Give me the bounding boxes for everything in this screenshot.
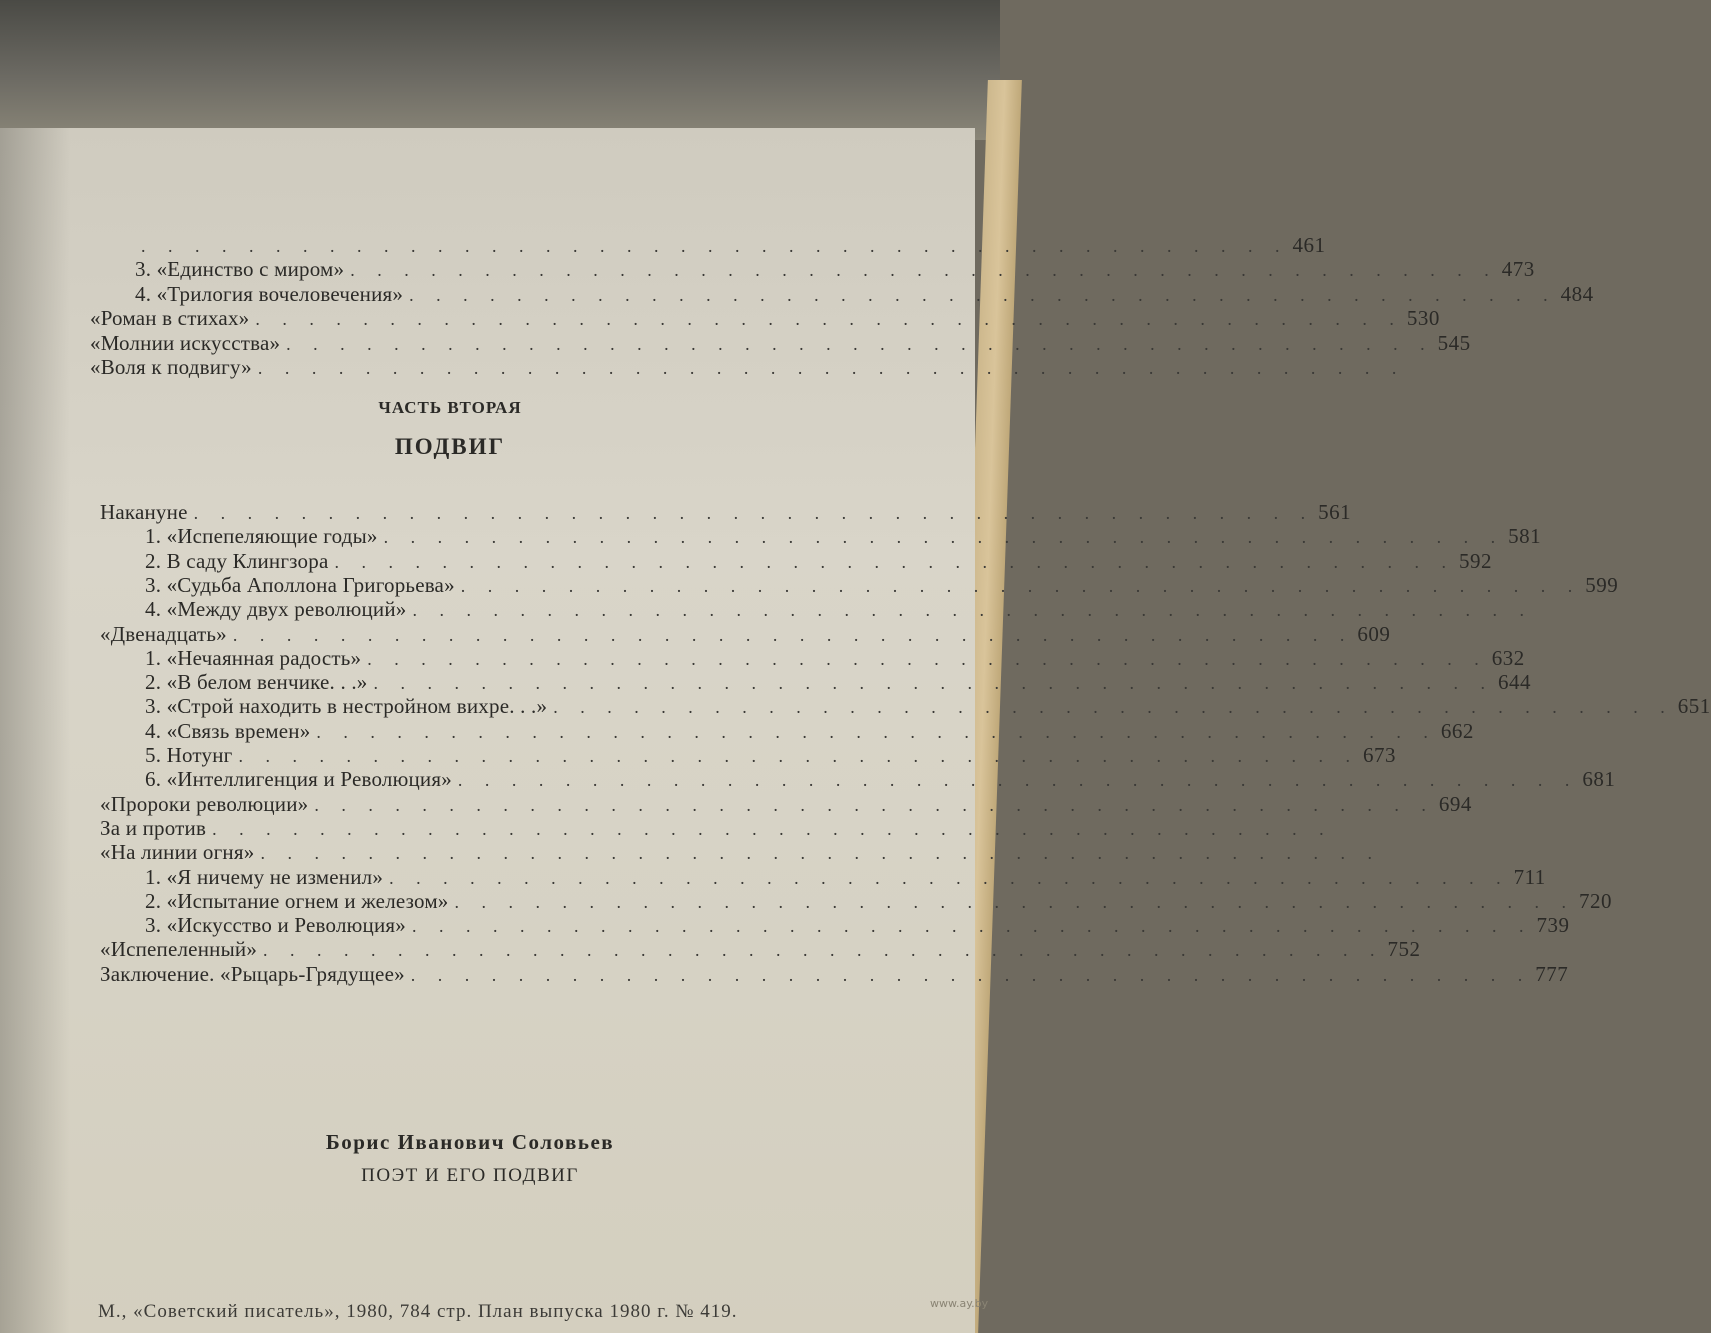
toc-entry-title: 3. «Строй находить в нестройном вихре. . .» bbox=[145, 694, 548, 718]
toc-entry-page: 681 bbox=[1582, 767, 1616, 791]
toc-entry-title: 6. «Интеллигенция и Революция» bbox=[145, 767, 452, 791]
dot-leader: . . . . . . . . . . . . . . . . . . . . . . . . . . . . . . . . . . . . . . . . . . bbox=[457, 770, 1579, 790]
toc-entry bbox=[145, 596, 1533, 622]
dot-leader: . . . . . . . . . . . . . . . . . . . . . . . . . . . . . . . . . . . . . . . . . . bbox=[389, 868, 1510, 888]
toc-entry-title: «На линии огня» bbox=[100, 840, 255, 864]
dot-leader: . . . . . . . . . . . . . . . . . . . . . . . . . . . . . . . . . . . . . . . . . . bbox=[410, 965, 1532, 985]
dot-leader: . . . . . . . . . . . . . . . . . . . . . . . . . . . . . . . . . . . . . . . . . . bbox=[411, 916, 1533, 936]
toc-entry-page: 673 bbox=[1362, 743, 1396, 767]
toc-entry bbox=[135, 256, 1535, 282]
toc-entry-title: 1. «Нечаянная радость» bbox=[145, 646, 362, 670]
toc-entry-title: 5. Нотунг bbox=[145, 743, 233, 767]
toc-entry bbox=[90, 330, 1471, 356]
toc-entry-title: 2. В саду Клингзора bbox=[145, 549, 329, 573]
dot-leader: . . . . . . . . . . . . . . . . . . . . . . . . . . . . . . . . . . . . . . . . . . bbox=[334, 552, 1455, 572]
toc-entry bbox=[100, 936, 1421, 962]
dot-leader: . . . . . . . . . . . . . . . . . . . . . . . . . . . . . . . . . . . . . . . . . . bbox=[314, 795, 1435, 815]
part-label: ЧАСТЬ ВТОРАЯ bbox=[378, 398, 522, 417]
dot-leader: . . . . . . . . . . . . . . . . . . . . . . . . . . . . . . . . . . . . . . . . . . bbox=[260, 843, 1381, 863]
toc-entry-page: 592 bbox=[1458, 549, 1492, 573]
toc-entry bbox=[135, 281, 1594, 307]
toc-entry bbox=[145, 669, 1532, 695]
toc-entry bbox=[145, 572, 1619, 598]
toc-entry-title: 1. «Испепеляющие годы» bbox=[145, 524, 378, 548]
toc-entry-page: 739 bbox=[1536, 913, 1570, 937]
toc-entry-page: 694 bbox=[1438, 792, 1472, 816]
toc-entry-title: 4. «Связь времен» bbox=[145, 719, 311, 743]
toc-entry-page: 473 bbox=[1501, 257, 1535, 281]
toc-entry-title: Заключение. «Рыцарь-Грядущее» bbox=[100, 962, 405, 986]
toc-entry bbox=[145, 548, 1492, 574]
toc-entry bbox=[145, 742, 1396, 768]
toc-entry-page: 752 bbox=[1387, 937, 1421, 961]
toc-entry-title: 2. «Испытание огнем и железом» bbox=[145, 889, 449, 913]
toc-entry-page: 662 bbox=[1440, 719, 1474, 743]
watermark: www.ay.by bbox=[930, 1297, 989, 1310]
toc-entry bbox=[145, 766, 1616, 792]
toc-entry-page: 545 bbox=[1437, 331, 1471, 355]
toc-entry-title: «Двенадцать» bbox=[100, 622, 227, 646]
toc-entry bbox=[100, 791, 1472, 817]
toc-entry bbox=[100, 499, 1352, 525]
toc-entry-title: За и против bbox=[100, 816, 207, 840]
dot-leader: . . . . . . . . . . . . . . . . . . . . . . . . . . . . . . . . . . . . . . . . . . bbox=[367, 649, 1488, 669]
toc-entry-page: 720 bbox=[1579, 889, 1613, 913]
toc-entry bbox=[100, 621, 1391, 647]
toc-entry-title: «Воля к подвигу» bbox=[90, 355, 252, 379]
dot-leader: . . . . . . . . . . . . . . . . . . . . . . . . . . . . . . . . . . . . . . . . . . bbox=[454, 892, 1576, 912]
toc-entry bbox=[145, 912, 1570, 938]
toc-entry bbox=[90, 305, 1440, 331]
dot-leader: . . . . . . . . . . . . . . . . . . . . . . . . . . . . . . . . . . . . . . . . . . bbox=[460, 576, 1582, 596]
toc-entry-page: 581 bbox=[1508, 524, 1542, 548]
toc-entry-title: Накануне bbox=[100, 500, 188, 524]
toc-entry-page: 651 bbox=[1677, 694, 1711, 718]
dot-leader: . . . . . . . . . . . . . . . . . . . . . . . . . . . . . . . . . . . . . . . . . . bbox=[316, 722, 1437, 742]
toc-entry-page: 484 bbox=[1560, 282, 1594, 306]
toc-entry-title: 4. «Трилогия вочеловечения» bbox=[135, 282, 404, 306]
dot-leader: . . . . . . . . . . . . . . . . . . . . . . . . . . . . . . . . . . . . . . . . . . . bbox=[350, 260, 1498, 280]
toc-entry bbox=[100, 839, 1381, 865]
toc-entry-page: 461 bbox=[1292, 233, 1326, 257]
dot-leader: . . . . . . . . . . . . . . . . . . . . . . . . . . . . . . . . . . . . . . . . . . bbox=[553, 697, 1674, 717]
colophon-title: ПОЭТ И ЕГО ПОДВИГ bbox=[361, 1165, 579, 1186]
toc-entry bbox=[145, 718, 1474, 744]
toc-entry bbox=[145, 523, 1542, 549]
dot-leader: . . . . . . . . . . . . . . . . . . . . . . . . . . . . . . . . . . . . . . . . . . bbox=[412, 600, 1533, 620]
toc-entry-title: 3. «Судьба Аполлона Григорьева» bbox=[145, 573, 455, 597]
toc-entry-page: 561 bbox=[1318, 500, 1352, 524]
toc-entry bbox=[145, 693, 1711, 719]
book-page bbox=[0, 128, 1711, 1333]
toc-entry-page: 632 bbox=[1491, 646, 1525, 670]
toc-entry-page: 530 bbox=[1406, 306, 1440, 330]
toc-entry-title: «Молнии искусства» bbox=[90, 331, 281, 355]
toc-entry bbox=[145, 645, 1525, 671]
toc-entry-page: 644 bbox=[1498, 670, 1532, 694]
colophon-author: Борис Иванович Соловьев bbox=[325, 1130, 615, 1154]
toc-entry-title: 1. «Я ничему не изменил» bbox=[145, 865, 384, 889]
dot-leader: . . . . . . . . . . . . . . . . . . . . . . . . . . . . . . . . . . . . . . . . . . bbox=[383, 527, 1505, 547]
toc-entry-page: 711 bbox=[1513, 865, 1546, 889]
colophon-imprint: М., «Советский писатель», 1980, 784 стр. План выпуска 1980 г. № 419. bbox=[98, 1301, 738, 1322]
toc-entry-page: 609 bbox=[1357, 622, 1391, 646]
toc-entry-page: 777 bbox=[1535, 962, 1569, 986]
toc-entry-title: 3. «Искусство и Революция» bbox=[145, 913, 406, 937]
dot-leader: . . . . . . . . . . . . . . . . . . . . . . . . . . . . . . . . . . . . . . . . . . . bbox=[255, 309, 1403, 329]
dot-leader: . . . . . . . . . . . . . . . . . . . . . . . . . . . . . . . . . . . . . . . . . . bbox=[238, 746, 1359, 766]
toc-entry-page: 599 bbox=[1585, 573, 1619, 597]
toc-entry-title: «Испепеленный» bbox=[100, 937, 258, 961]
dot-leader: . . . . . . . . . . . . . . . . . . . . . . . . . . . . . . . . . . . . . . . . . . bbox=[263, 940, 1384, 960]
toc-entry-title: 3. «Единство с миром» bbox=[135, 257, 345, 281]
dot-leader: . . . . . . . . . . . . . . . . . . . . . . . . . . . . . . . . . . . . . . . . . . . bbox=[286, 334, 1434, 354]
toc-entry bbox=[100, 815, 1333, 841]
toc-entry bbox=[145, 864, 1546, 890]
part-title: ПОДВИГ bbox=[394, 434, 506, 459]
dot-leader: . . . . . . . . . . . . . . . . . . . . . . . . . . . . . . . . . . . . . . . . . . . bbox=[257, 358, 1406, 378]
toc-entry bbox=[100, 961, 1569, 987]
dot-leader: . . . . . . . . . . . . . . . . . . . . . . . . . . . . . . . . . . . . . . . . . . . bbox=[409, 285, 1557, 305]
toc-entry-title: «Пророки революции» bbox=[100, 792, 309, 816]
dot-leader: . . . . . . . . . . . . . . . . . . . . . . . . . . . . . . . . . . . . . . . . . . bbox=[193, 503, 1315, 523]
dot-leader: . . . . . . . . . . . . . . . . . . . . . . . . . . . . . . . . . . . . . . . . . . bbox=[232, 625, 1354, 645]
background-table bbox=[0, 0, 1000, 140]
toc-entry bbox=[135, 232, 1326, 258]
toc-entry bbox=[145, 888, 1613, 914]
toc-entry bbox=[90, 354, 1406, 380]
toc-entry-title: 4. «Между двух революций» bbox=[145, 597, 407, 621]
toc-entry-title: 2. «В белом венчике. . .» bbox=[145, 670, 368, 694]
dot-leader: . . . . . . . . . . . . . . . . . . . . . . . . . . . . . . . . . . . . . . . . . . bbox=[212, 819, 1333, 839]
dot-leader: . . . . . . . . . . . . . . . . . . . . . . . . . . . . . . . . . . . . . . . . . . . bbox=[141, 236, 1289, 256]
dot-leader: . . . . . . . . . . . . . . . . . . . . . . . . . . . . . . . . . . . . . . . . . . bbox=[373, 673, 1495, 693]
toc-entry-title: «Роман в стихах» bbox=[90, 306, 250, 330]
